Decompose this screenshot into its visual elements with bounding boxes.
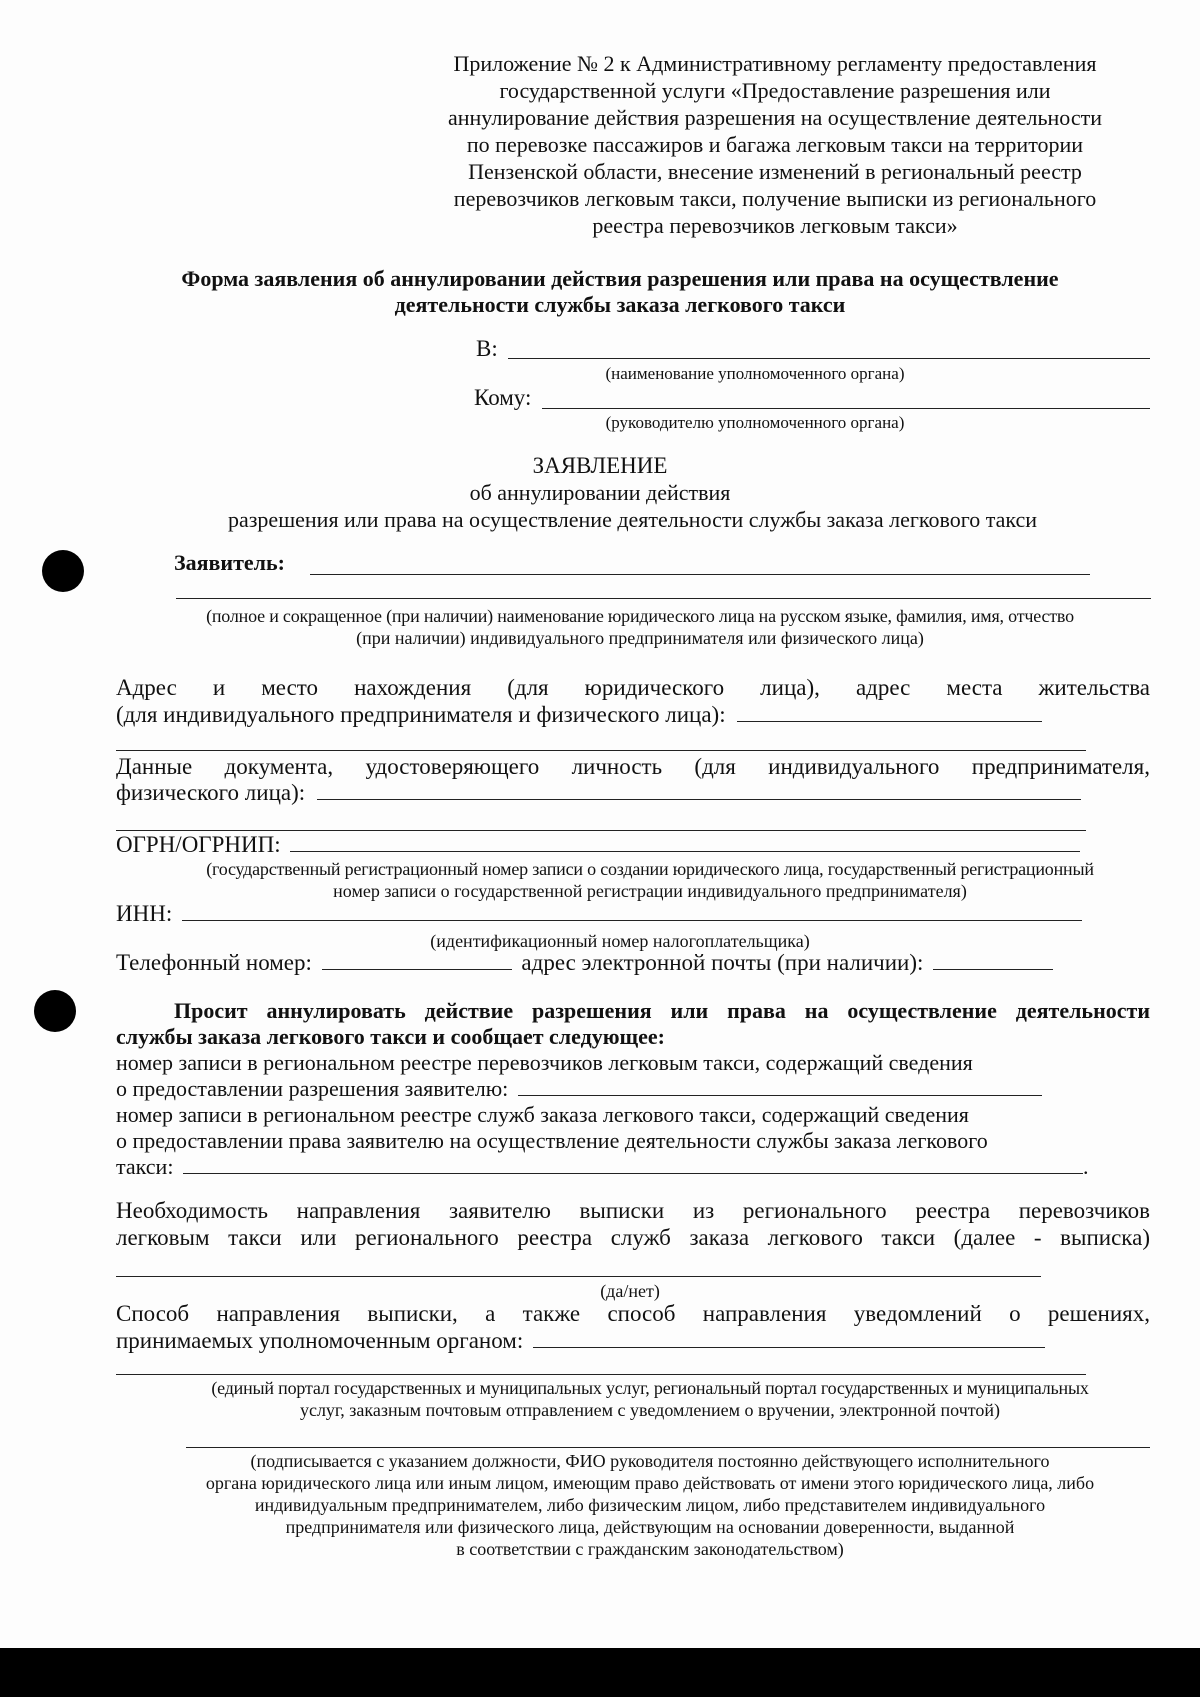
permit-record-label: о предоставлении разрешения заявителю: bbox=[116, 1076, 509, 1101]
appendix-line: Приложение № 2 к Административному регламенту предоставления bbox=[453, 51, 1097, 76]
delivery-hint-2: услуг, заказным почтовым отправлением с уведомлением о вручении, электронной почтой) bbox=[299, 1400, 1001, 1420]
whom-label: Кому: bbox=[474, 385, 532, 410]
request-p2-line-1: номер записи в региональном реестре служб заказа легкового такси, содержащий сведения bbox=[116, 1102, 969, 1127]
whom-hint: (руководителю уполномоченного органа) bbox=[605, 413, 905, 432]
phone-field[interactable] bbox=[322, 951, 512, 970]
ogrn-hint-1: (государственный регистрационный номер записи о создании юридического лица, государственный регистрационный bbox=[206, 859, 1094, 879]
form-title bbox=[120, 266, 1120, 318]
id-doc-field[interactable] bbox=[317, 781, 1081, 800]
to-hint: (наименование уполномоченного органа) bbox=[605, 364, 905, 383]
delivery-hint-1: (единый портал государственных и муниципальных услуг, региональный портал государственных и муниципальных bbox=[211, 1378, 1089, 1398]
applicant-hint-1: (полное и сокращенное (при наличии) наименование юридического лица на русском языке, фамилия, имя, отчество bbox=[206, 606, 1074, 626]
request-p1-line-1: номер записи в региональном реестре перевозчиков легковым такси, содержащий сведения bbox=[116, 1050, 973, 1075]
request-p2-line-3 bbox=[116, 1154, 1088, 1180]
extract-hint: (да/нет) bbox=[600, 1281, 660, 1301]
appendix-line: реестра перевозчиков легковым такси» bbox=[592, 213, 958, 238]
ogrn-hint-2: номер записи о государственной регистрации индивидуального предпринимателя) bbox=[333, 881, 967, 901]
applicant-field[interactable] bbox=[310, 574, 1090, 575]
statement-title: ЗАЯВЛЕНИЕ bbox=[532, 453, 668, 478]
address-field-2[interactable] bbox=[116, 750, 1086, 751]
appendix-line: аннулирование действия разрешения на осуществление деятельности bbox=[447, 105, 1103, 130]
applicant-hint-2: (при наличии) индивидуального предпринимателя или физического лица) bbox=[356, 628, 924, 648]
form-title-line: Форма заявления об аннулировании действия разрешения или права на осуществление bbox=[181, 266, 1059, 291]
signature-hint-line: индивидуальным предпринимателем, либо физическим лицом, либо представителем индивидуального bbox=[254, 1495, 1046, 1515]
delivery-field-2[interactable] bbox=[116, 1374, 1086, 1375]
applicant-label: Заявитель: bbox=[174, 550, 285, 575]
email-field[interactable] bbox=[933, 951, 1053, 970]
statement-subtitle-1: об аннулировании действия bbox=[469, 480, 731, 505]
service-record-end: . bbox=[1082, 1154, 1089, 1179]
contacts-line bbox=[116, 950, 1053, 976]
request-bold-1: Просит аннулировать действие разрешения или права на осуществление деятельности bbox=[174, 998, 1150, 1023]
id-doc-label: физического лица): bbox=[116, 780, 306, 805]
extract-field[interactable] bbox=[116, 1276, 1041, 1277]
delivery-line-1: Способ направления выписки, а также способ направления уведомлений о решениях, bbox=[116, 1301, 1150, 1326]
signature-hint-line: в соответствии с гражданским законодательством) bbox=[456, 1539, 844, 1559]
ogrn-field[interactable] bbox=[290, 833, 1080, 852]
service-record-label: такси: bbox=[116, 1154, 174, 1179]
email-label: адрес электронной почты (при наличии): bbox=[521, 950, 924, 975]
delivery-line-2 bbox=[116, 1328, 1045, 1354]
applicant-field-2[interactable] bbox=[176, 598, 1151, 599]
address-line-1: Адрес и место нахождения (для юридического лица), адрес места жительства bbox=[116, 675, 1150, 700]
id-doc-field-2[interactable] bbox=[116, 830, 1086, 831]
statement-subtitle-2: разрешения или права на осуществление деятельности службы заказа легкового такси bbox=[227, 507, 1038, 532]
punch-hole-bottom bbox=[34, 990, 76, 1032]
appendix-header bbox=[410, 50, 1140, 239]
punch-hole-top bbox=[42, 550, 84, 592]
id-doc-line-2 bbox=[116, 780, 1081, 806]
request-p2-line-2: о предоставлении права заявителю на осуществление деятельности службы заказа легкового bbox=[116, 1128, 988, 1153]
whom-field[interactable] bbox=[542, 408, 1150, 409]
phone-label: Телефонный номер: bbox=[116, 950, 312, 975]
extract-line-1: Необходимость направления заявителю выписки из регионального реестра перевозчиков bbox=[116, 1198, 1150, 1223]
request-bold-2: службы заказа легкового такси и сообщает следующее: bbox=[116, 1024, 665, 1049]
address-line-2 bbox=[116, 702, 1042, 728]
inn-hint: (идентификационный номер налогоплательщика) bbox=[430, 931, 810, 951]
inn-line bbox=[116, 901, 1082, 927]
signature-hint-line: органа юридического лица или иным лицом, имеющим право действовать от имени этого юридического лица, либо bbox=[205, 1473, 1095, 1493]
appendix-line: по перевозке пассажиров и багажа легковым такси на территории bbox=[466, 132, 1084, 157]
appendix-line: перевозчиков легковым такси, получение выписки из регионального bbox=[453, 186, 1097, 211]
appendix-line: государственной услуги «Предоставление разрешения или bbox=[499, 78, 1051, 103]
to-label: В: bbox=[476, 336, 498, 361]
request-p1-line-2 bbox=[116, 1076, 1042, 1102]
to-field[interactable] bbox=[508, 358, 1150, 359]
delivery-field[interactable] bbox=[533, 1329, 1045, 1348]
form-title-line: деятельности службы заказа легкового такси bbox=[394, 292, 846, 317]
permit-record-field[interactable] bbox=[518, 1077, 1042, 1096]
inn-field[interactable] bbox=[182, 902, 1082, 921]
inn-label: ИНН: bbox=[116, 901, 173, 926]
scan-bottom-band bbox=[0, 1648, 1200, 1697]
signature-field[interactable] bbox=[186, 1447, 1150, 1448]
ogrn-line bbox=[116, 832, 1080, 858]
signature-hint-line: предпринимателя или физического лица, действующим на основании доверенности, выданной bbox=[285, 1517, 1015, 1537]
address-label: (для индивидуального предпринимателя и физического лица): bbox=[116, 702, 726, 727]
appendix-line: Пензенской области, внесение изменений в региональный реестр bbox=[468, 159, 1082, 184]
signature-hint bbox=[100, 1450, 1200, 1560]
ogrn-label: ОГРН/ОГРНИП: bbox=[116, 832, 281, 857]
service-record-field[interactable] bbox=[183, 1155, 1083, 1174]
delivery-label: принимаемых уполномоченным органом: bbox=[116, 1328, 524, 1353]
extract-line-2: легковым такси или регионального реестра служб заказа легкового такси (далее - выписка) bbox=[116, 1225, 1150, 1250]
address-field[interactable] bbox=[737, 703, 1042, 722]
signature-hint-line: (подписывается с указанием должности, ФИО руководителя постоянно действующего исполнительного bbox=[250, 1451, 1050, 1471]
id-doc-line-1: Данные документа, удостоверяющего личность (для индивидуального предпринимателя, bbox=[116, 754, 1150, 779]
